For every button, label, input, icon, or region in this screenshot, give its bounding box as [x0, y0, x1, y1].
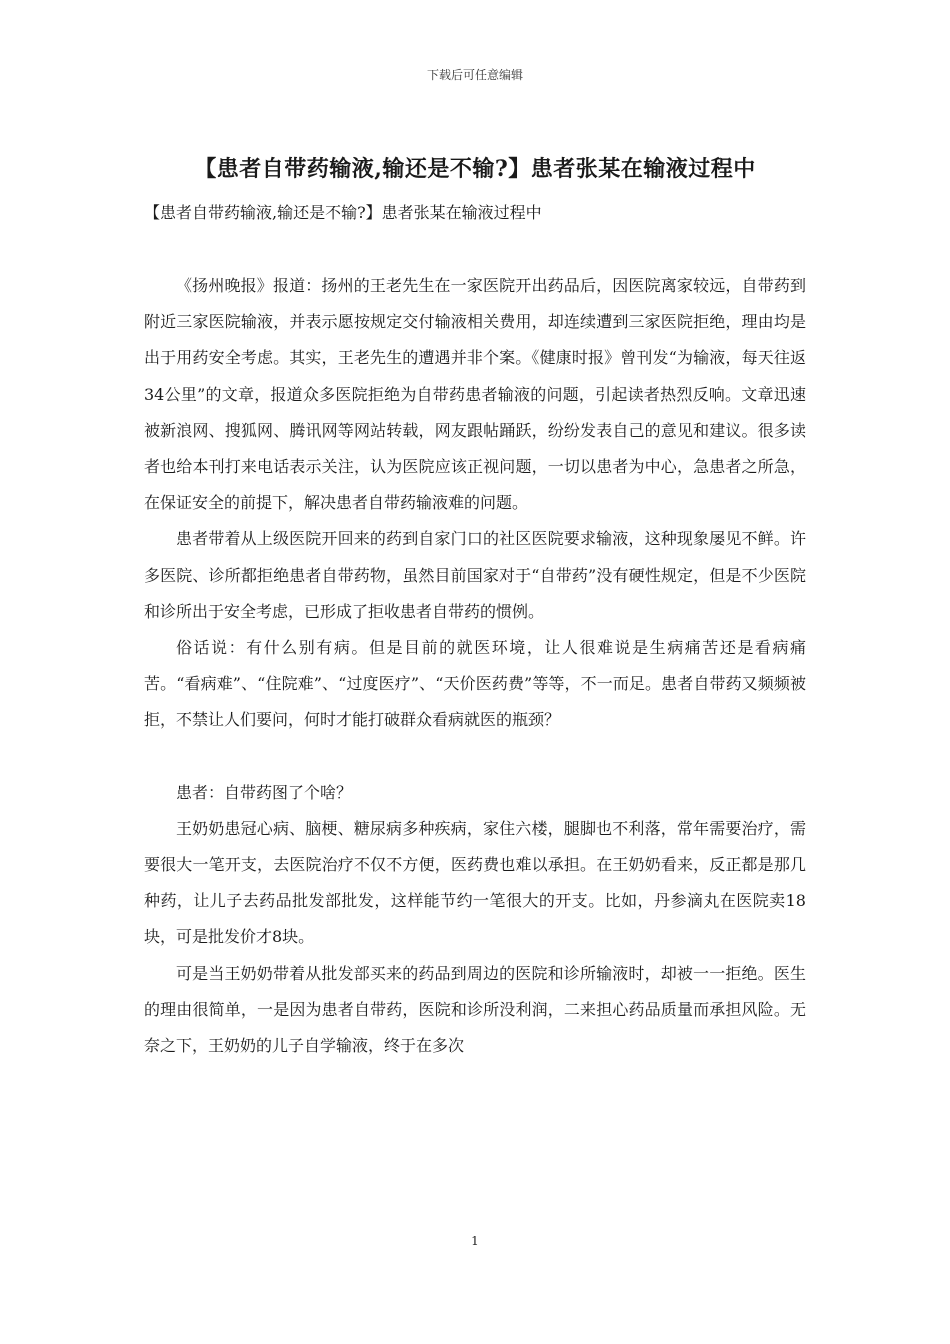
paragraph-1: 《扬州晚报》报道：扬州的王老先生在一家医院开出药品后，因医院离家较远，自带药到附近三家医院输液，并表示愿按规定交付输液相关费用，却连续遭到三家医院拒绝，理由均是出于用药安全考虑。其实，王老先生的遭遇并非个案。《健康时报》曾刊发“为输液，每天往返34公里”的文章，报道众多医院拒绝为自带药患者输液的问题，引起读者热烈反响。文章迅速被新浪网、搜狐网、腾讯网等网站转载，网友跟帖踊跃，纷纷发表自己的意见和建议。很多读者也给本刊打来电话表示关注，认为医院应该正视问题，一切以患者为中心，急患者之所急，在保证安全的前提下，解决患者自带药输液难的问题。: [144, 276, 806, 513]
paragraph-4: 王奶奶患冠心病、脑梗、糖尿病多种疾病，家住六楼，腿脚也不利落，常年需要治疗，需要很大一笔开支，去医院治疗不仅不方便，医药费也难以承担。在王奶奶看来，反正都是那几种药，让儿子去药品批发部批发，这样能节约一笔很大的开支。比如，丹参滴丸在医院卖18块，可是批发价才8块。: [144, 818, 806, 947]
paragraph-5: 可是当王奶奶带着从批发部买来的药品到周边的医院和诊所输液时，却被一一拒绝。医生的理由很简单，一是因为患者自带药，医院和诊所没利润，二来担心药品质量而承担风险。无奈之下，王奶奶的儿子自学输液，终于在多次: [144, 963, 806, 1056]
article-body: [144, 268, 806, 1064]
paragraph-3: 俗话说：有什么别有病。但是目前的就医环境，让人很难说是生病痛苦还是看病痛苦。“看病难”、“住院难”、“过度医疗”、“天价医药费”等等，不一而足。患者自带药又频频被拒，不禁让人们要问，何时才能打破群众看病就医的瓶颈？: [144, 638, 806, 730]
document-subtitle: 【患者自带药输液,输还是不输?】患者张某在输液过程中: [144, 203, 542, 222]
header-note: 下载后可任意编辑: [426, 68, 523, 82]
paragraph-2: 患者带着从上级医院开回来的药到自家门口的社区医院要求输液，这种现象屡见不鲜。许多医院、诊所都拒绝患者自带药物，虽然目前国家对于“自带药”没有硬性规定，但是不少医院和诊所出于安全考虑，已形成了拒收患者自带药的惯例。: [144, 529, 806, 621]
section-heading: 患者：自带药图了个啥？: [176, 782, 353, 802]
page-number: 1: [471, 1234, 479, 1248]
document-title: 【患者自带药输液,输还是不输?】患者张某在输液过程中: [194, 156, 756, 182]
